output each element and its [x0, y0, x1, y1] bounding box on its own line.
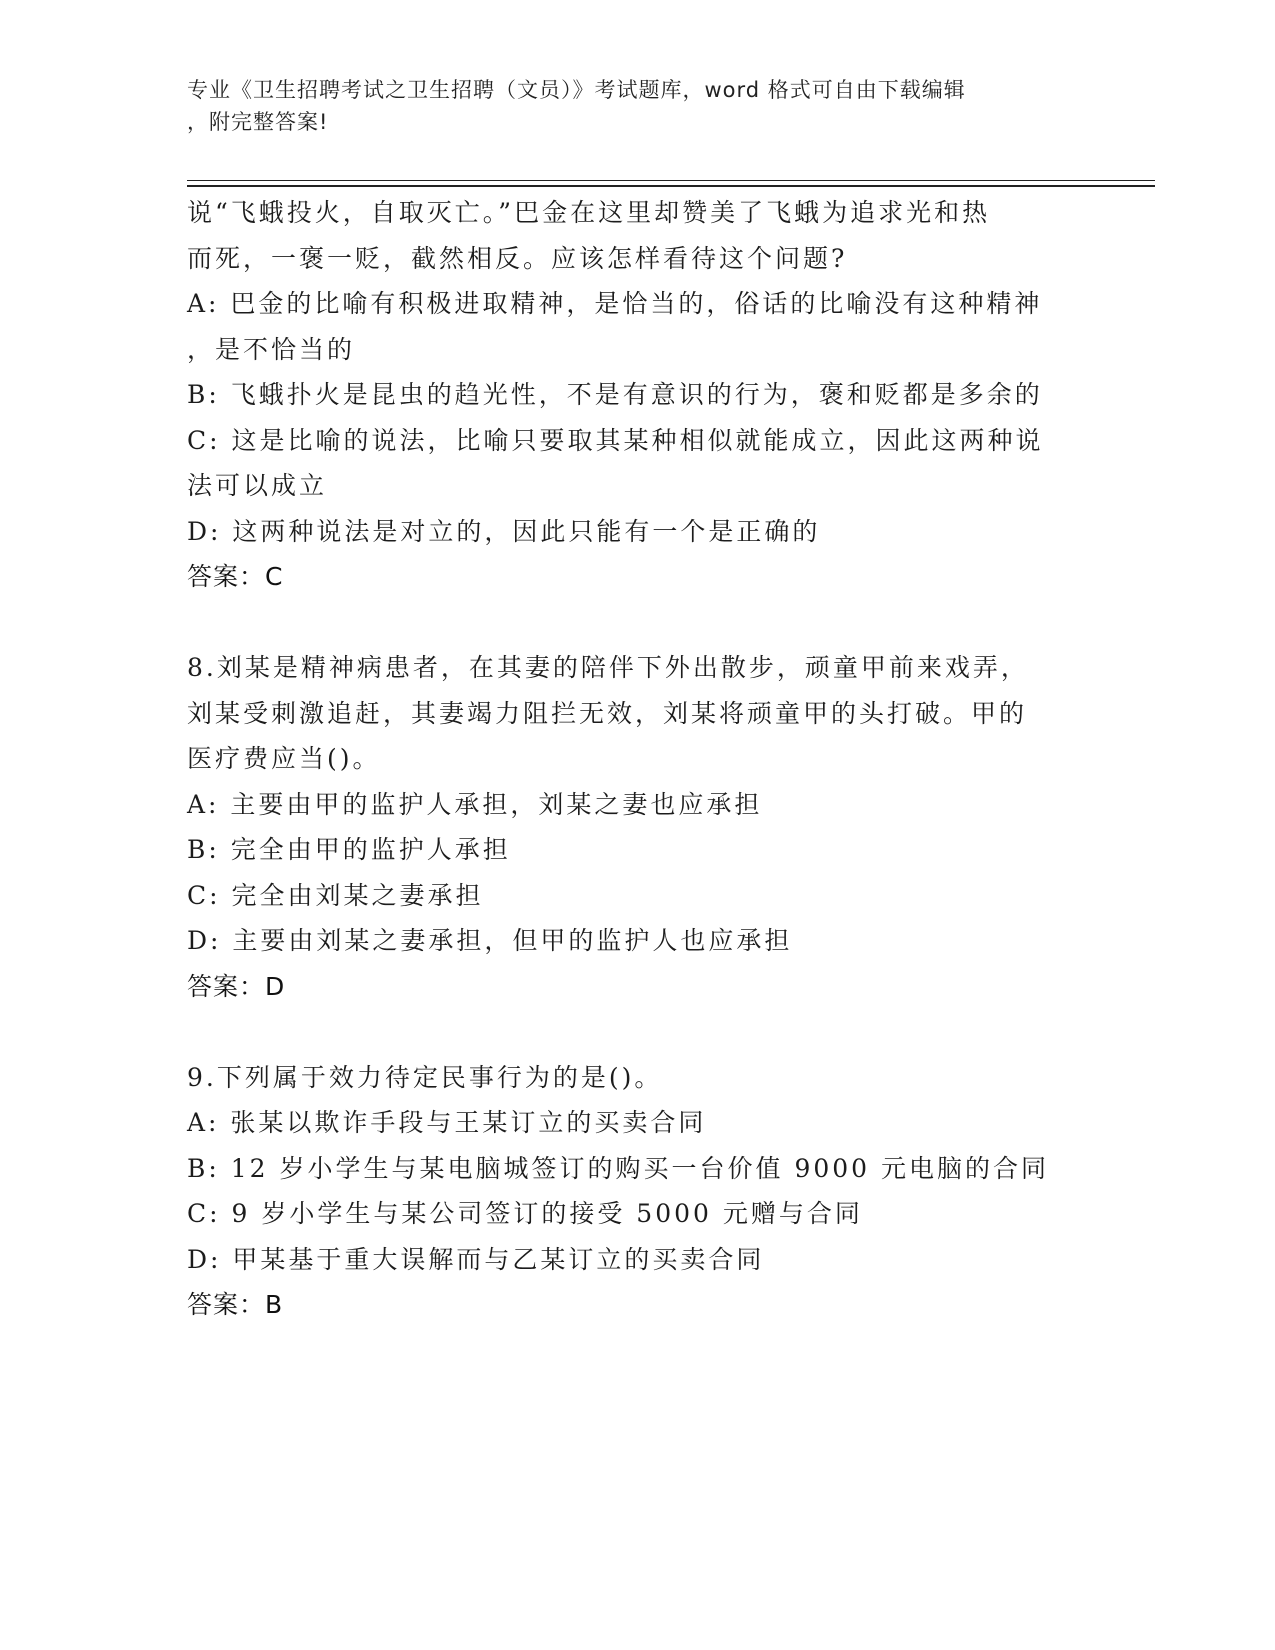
header-line-2: ，附完整答案!: [187, 110, 329, 134]
question-stem-line: 而死，一褒一贬，截然相反。应该怎样看待这个问题?: [187, 243, 848, 273]
question-stem-line: 刘某受刺激追赶，其妻竭力阻拦无效，刘某将顽童甲的头打破。甲的: [187, 698, 1028, 728]
option-d: D: 这两种说法是对立的，因此只能有一个是正确的: [187, 516, 821, 546]
question-spacer: [187, 1009, 1087, 1055]
option-b: B: 12 岁小学生与某电脑城签订的购买一台价值 9000 元电脑的合同: [187, 1153, 1050, 1183]
header-line-1: 专业《卫生招聘考试之卫生招聘（文员）》考试题库，word 格式可自由下载编辑: [187, 78, 966, 102]
option-b: B: 飞蛾扑火是昆虫的趋光性，不是有意识的行为，褒和贬都是多余的: [187, 380, 1043, 409]
page-header: [187, 74, 1067, 138]
answer-label: 答案：D: [187, 971, 286, 1001]
question-7: [187, 190, 1087, 600]
option-d: D: 甲某基于重大误解而与乙某订立的买卖合同: [187, 1244, 765, 1274]
question-9: [187, 1055, 1087, 1328]
option-c: C: 9 岁小学生与某公司签订的接受 5000 元赠与合同: [187, 1199, 863, 1228]
option-c: C: 完全由刘某之妻承担: [187, 880, 484, 910]
question-stem-line: 8.刘某是精神病患者，在其妻的陪伴下外出散步，顽童甲前来戏弄，: [187, 653, 1029, 682]
question-list: [187, 190, 1087, 1328]
option-a: A: 巴金的比喻有积极进取精神，是恰当的，俗话的比喻没有这种精神: [187, 289, 1043, 318]
option-a-continued: ，是不恰当的: [187, 334, 356, 364]
header-divider-thick: [187, 185, 1155, 187]
option-c-continued: 法可以成立: [187, 471, 328, 500]
question-stem-line: 说“飞蛾投火，自取灭亡。”巴金在这里却赞美了飞蛾为追求光和热: [187, 198, 991, 227]
question-stem-line: 医疗费应当()。: [187, 744, 381, 773]
question-8: [187, 645, 1087, 1009]
answer-label: 答案：B: [187, 1290, 284, 1319]
option-a: A: 主要由甲的监护人承担，刘某之妻也应承担: [187, 789, 763, 819]
answer-label: 答案：C: [187, 562, 284, 591]
option-c: C: 这是比喻的说法，比喻只要取其某种相似就能成立，因此这两种说: [187, 425, 1044, 455]
option-a: A: 张某以欺诈手段与王某订立的买卖合同: [187, 1108, 707, 1137]
option-b: B: 完全由甲的监护人承担: [187, 835, 511, 864]
header-divider-thin: [187, 180, 1155, 181]
question-spacer: [187, 600, 1087, 646]
question-stem-line: 9.下列属于效力待定民事行为的是()。: [187, 1062, 663, 1092]
option-d: D: 主要由刘某之妻承担，但甲的监护人也应承担: [187, 926, 793, 955]
